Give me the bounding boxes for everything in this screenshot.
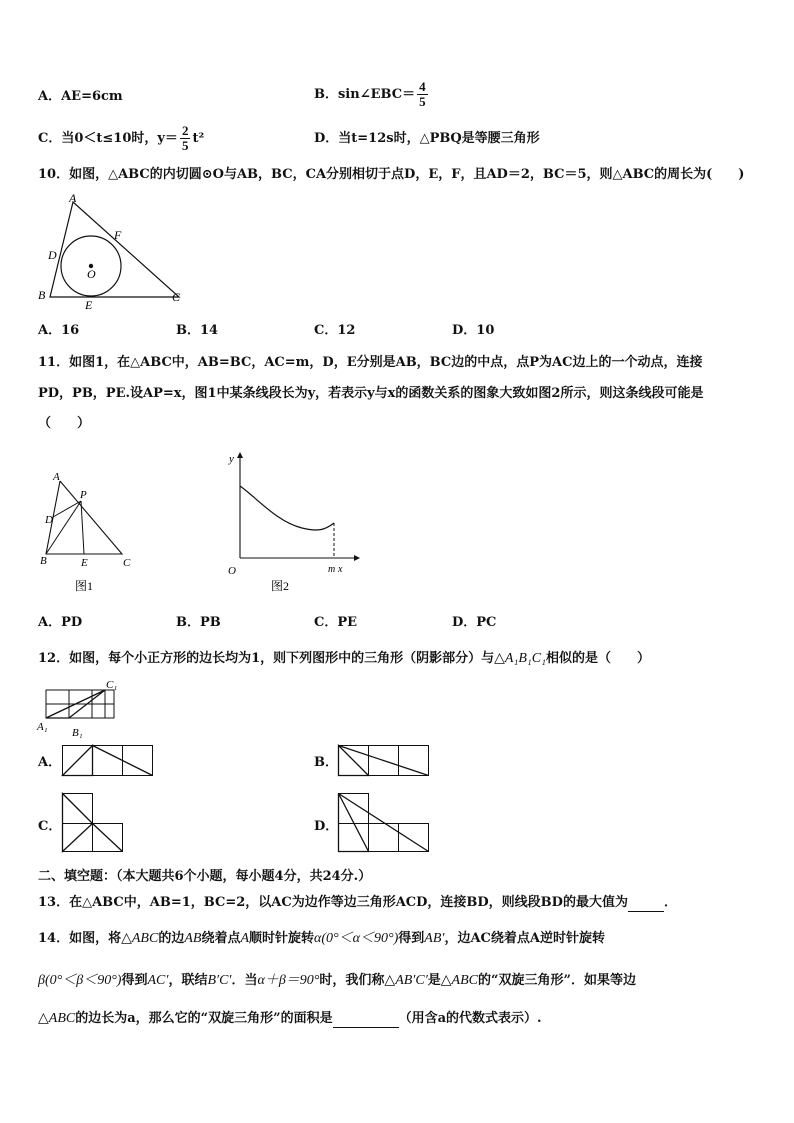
q14-answer-blank[interactable] — [333, 1013, 399, 1028]
q14-text: 时，我们称 — [319, 973, 385, 988]
q11-stem-line3: （ ） — [38, 416, 91, 431]
y-axis-arrow — [237, 452, 243, 458]
q11-option-b[interactable]: B．PB — [176, 615, 221, 630]
q10-option-b[interactable]: B．14 — [176, 323, 219, 338]
segment-pd — [53, 501, 81, 517]
q12-option-c[interactable]: C． — [38, 819, 62, 834]
section-2-heading: 二、填空题：（本大题共6个小题，每小题4分，共24分.） — [38, 869, 372, 884]
label-x: x — [338, 564, 343, 575]
label-d: D — [48, 248, 57, 262]
q10-option-c[interactable]: C．12 — [314, 323, 356, 338]
q14-math: △AB′C′ — [384, 973, 428, 988]
q14-text: 得到 — [121, 973, 148, 988]
q10-option-a[interactable]: A．16 — [38, 323, 80, 338]
q13-stem — [38, 894, 677, 912]
q12-stem-text: 12．如图，每个小正方形的边长均为1，则下列图形中的三角形（阴影部分）与 — [38, 651, 495, 666]
q11-stem-line1: 11．如图1，在△ABC中，AB=BC，AC=m，D，E分别是AB，BC边的中点，点P为AC边上的一个动点，连接 — [38, 355, 703, 370]
triangle — [63, 794, 93, 852]
label-p: P — [80, 489, 87, 501]
q9-option-d[interactable]: D．当t=12s时，△PBQ是等腰三角形 — [314, 131, 540, 146]
q11-option-c[interactable]: C．PE — [314, 615, 358, 630]
label-b: B — [40, 555, 47, 567]
function-curve — [240, 486, 334, 530]
q14-text: 顺时针旋转 — [249, 931, 315, 946]
q14-math: △ABC — [38, 1011, 76, 1026]
label-m: m — [328, 564, 336, 575]
label-origin: O — [228, 565, 236, 577]
q9-option-b[interactable] — [314, 80, 430, 110]
q14-text: 是 — [427, 973, 441, 988]
label-a1: A₁ — [37, 721, 48, 733]
q12-option-b[interactable]: B． — [314, 755, 338, 770]
q14-math: △ABC — [121, 931, 159, 946]
q14-math: β(0°＜β＜90°) — [38, 973, 122, 988]
q11-figure-2 — [222, 450, 362, 598]
label-d: D — [45, 514, 53, 526]
label-e: E — [81, 557, 88, 569]
q12-option-a-figure — [62, 745, 156, 779]
label-c: C — [172, 290, 181, 304]
q14-text: 14．如图，将 — [38, 931, 122, 946]
q14-line2 — [38, 972, 636, 990]
q14-math: AC′ — [147, 973, 169, 988]
q14-line1 — [38, 930, 605, 948]
frac-numerator: 4 — [419, 79, 426, 94]
q14-math: B′C′ — [207, 973, 232, 988]
q9-option-c-fraction — [180, 124, 191, 153]
q10-option-d[interactable]: D．10 — [452, 323, 495, 338]
q9-option-b-fraction — [417, 80, 428, 109]
figure-2-caption: 图2 — [271, 579, 290, 593]
q14-text: （用含a的代数式表示）. — [398, 1011, 542, 1026]
triangle — [63, 746, 93, 776]
q9-option-b-text: B．sin∠EBC＝ — [314, 87, 416, 102]
q12-option-d[interactable]: D． — [314, 819, 339, 834]
q14-text: ，边AC绕着点A逆时针旋转 — [444, 931, 605, 946]
q14-text: ．当 — [231, 973, 258, 988]
q14-math: A — [240, 931, 250, 946]
q13-answer-blank[interactable] — [628, 897, 664, 912]
label-b: B — [38, 288, 46, 302]
q10-stem: 10．如图，△ABC的内切圆⊙O与AB，BC，CA分别相切于点D，E，F，且AD＝2，BC＝5，则△ABC的周长为( ) — [38, 167, 745, 182]
triangle — [339, 794, 369, 852]
q14-text: ，联结 — [168, 973, 208, 988]
q11-figure-1 — [38, 468, 138, 598]
label-a: A — [69, 191, 77, 205]
x-axis-arrow — [354, 555, 360, 561]
q10-incircle-figure — [36, 190, 186, 310]
q14-math: α＋β＝90° — [257, 973, 320, 988]
label-c: C — [123, 557, 131, 569]
label-e: E — [85, 298, 93, 312]
q14-math: α(0°＜α＜90°) — [314, 931, 399, 946]
q11-stem-line2: PD，PB，PE.设AP=x，图1中某条线段长为y，若表示y与x的函数关系的图象大致如图2所示，则这条线段可能是 — [38, 386, 704, 401]
q9-option-c-suffix: t² — [192, 131, 205, 146]
triangle-abc — [50, 202, 179, 297]
q14-text: 绕着点 — [201, 931, 241, 946]
label-a: A — [53, 471, 60, 483]
q14-text: 的边 — [158, 931, 185, 946]
figure-1-caption: 图1 — [75, 579, 94, 593]
label-f: F — [114, 228, 122, 242]
q12-option-a[interactable]: A． — [38, 755, 62, 770]
q12-option-c-figure — [62, 793, 126, 857]
q14-text: 的“双旋三角形”．如果等边 — [478, 973, 636, 988]
q14-math: AB — [184, 931, 202, 946]
q12-reference-figure — [36, 680, 136, 740]
q9-option-a[interactable]: A．AE=6cm — [38, 89, 123, 104]
q14-text: 得到 — [398, 931, 425, 946]
q14-math: AB′ — [424, 931, 445, 946]
q11-option-a[interactable]: A．PD — [38, 615, 83, 630]
q9-option-c-text: C．当0＜t≤10时，y＝ — [38, 131, 178, 146]
q13-stem-end: ． — [663, 895, 677, 910]
q12-stem — [38, 650, 650, 668]
frac-numerator: 2 — [181, 123, 189, 138]
label-b1: B₁ — [72, 727, 83, 739]
q14-text: 的边长为a，那么它的“双旋三角形”的面积是 — [75, 1011, 333, 1026]
label-c1: C₁ — [106, 679, 118, 691]
q13-stem-text: 13．在△ABC中，AB=1，BC=2，以AC为边作等边三角形ACD，连接BD，则线段BD的最大值为 — [38, 895, 628, 910]
frac-denominator: 5 — [419, 94, 426, 109]
q11-option-d[interactable]: D．PC — [452, 615, 497, 630]
q12-stem-suffix: 相似的是（ ） — [545, 651, 650, 666]
label-o: O — [87, 267, 96, 281]
q12-option-b-figure — [338, 745, 432, 779]
label-y: y — [229, 453, 234, 465]
q9-option-c[interactable] — [38, 124, 204, 154]
q14-math: △ABC — [440, 973, 478, 988]
q14-line3 — [38, 1010, 542, 1028]
q12-stem-triangle: △A₁B₁C₁ — [494, 651, 546, 666]
q12-option-d-figure — [338, 793, 432, 857]
frac-denominator: 5 — [181, 138, 189, 153]
